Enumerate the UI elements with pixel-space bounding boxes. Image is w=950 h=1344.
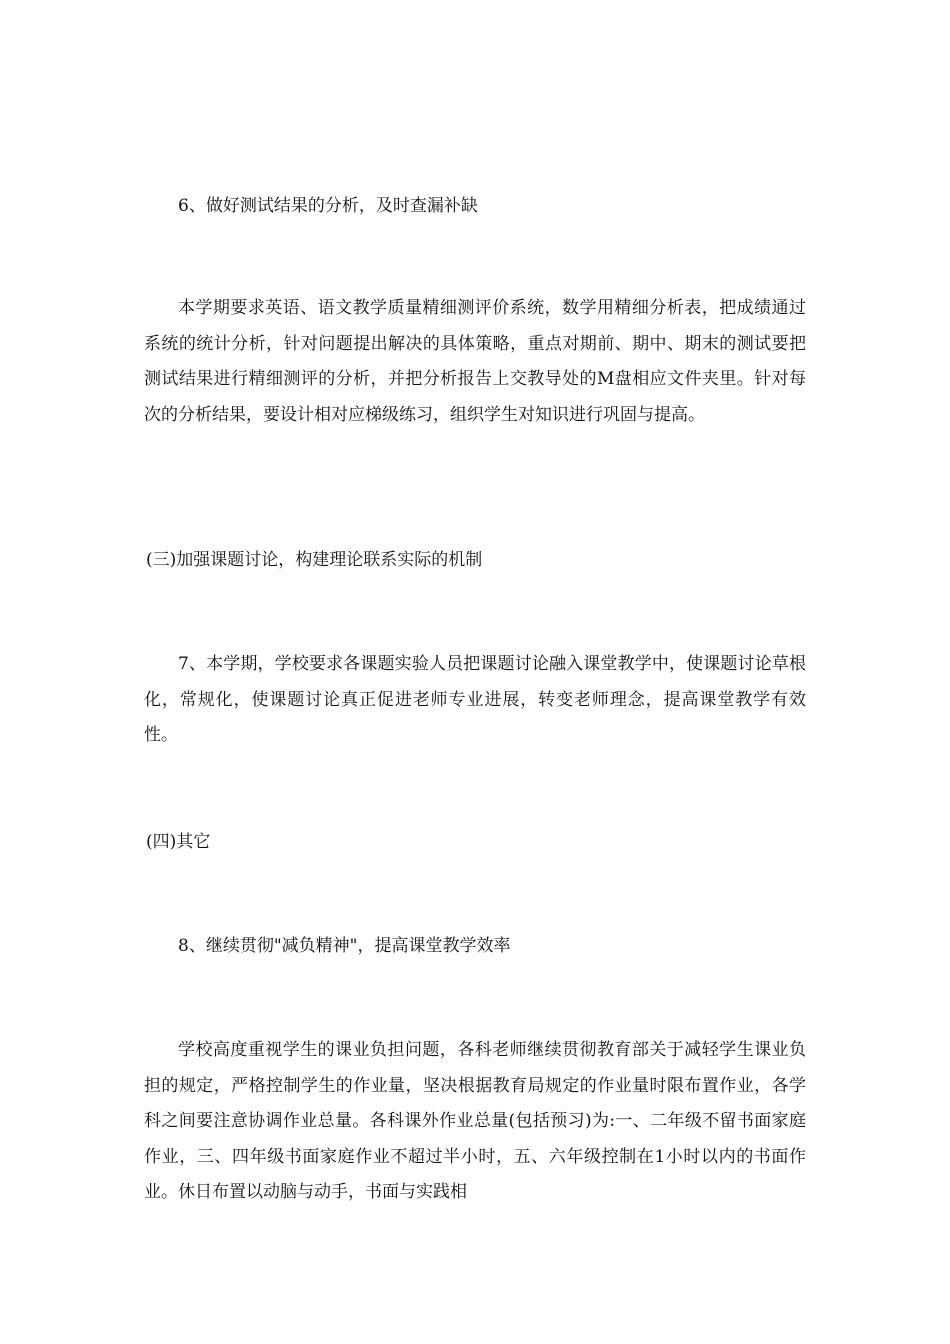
- section-heading-6: 6、做好测试结果的分析，及时查漏补缺: [178, 196, 478, 216]
- section-heading-3: (三)加强课题讨论，构建理论联系实际的机制: [146, 550, 483, 570]
- paragraph-research-topics: 7、本学期，学校要求各课题实验人员把课题讨论融入课堂教学中，使课题讨论草根化，常规化，使课题讨论真正促进老师专业进展，转变老师理念，提高课堂教学有效性。: [144, 654, 806, 745]
- paragraph-homework-burden: 学校高度重视学生的课业负担问题，各科老师继续贯彻教育部关于减轻学生课业负担的规定，严格控制学生的作业量，坚决根据教育局规定的作业量时限布置作业，各学科之间要注意协调作业总量。各科课外作业总量(包括预习)为:一、二年级不留书面家庭作业，三、四年级书面家庭作业不超过半小时，五、六年级控制在1小时以内的书面作业。休日布置以动脑与动手，书面与实践相: [144, 1040, 806, 1202]
- section-heading-4: (四)其它: [146, 832, 211, 852]
- section-heading-8: 8、继续贯彻"减负精神"，提高课堂教学效率: [178, 936, 511, 956]
- paragraph-test-analysis: 本学期要求英语、语文教学质量精细测评价系统，数学用精细分析表，把成绩通过系统的统计分析，针对问题提出解决的具体策略，重点对期前、期中、期末的测试要把测试结果进行精细测评的分析，并把分析报告上交教导处的M盘相应文件夹里。针对每次的分析结果，要设计相对应梯级练习，组织学生对知识进行巩固与提高。: [144, 298, 806, 425]
